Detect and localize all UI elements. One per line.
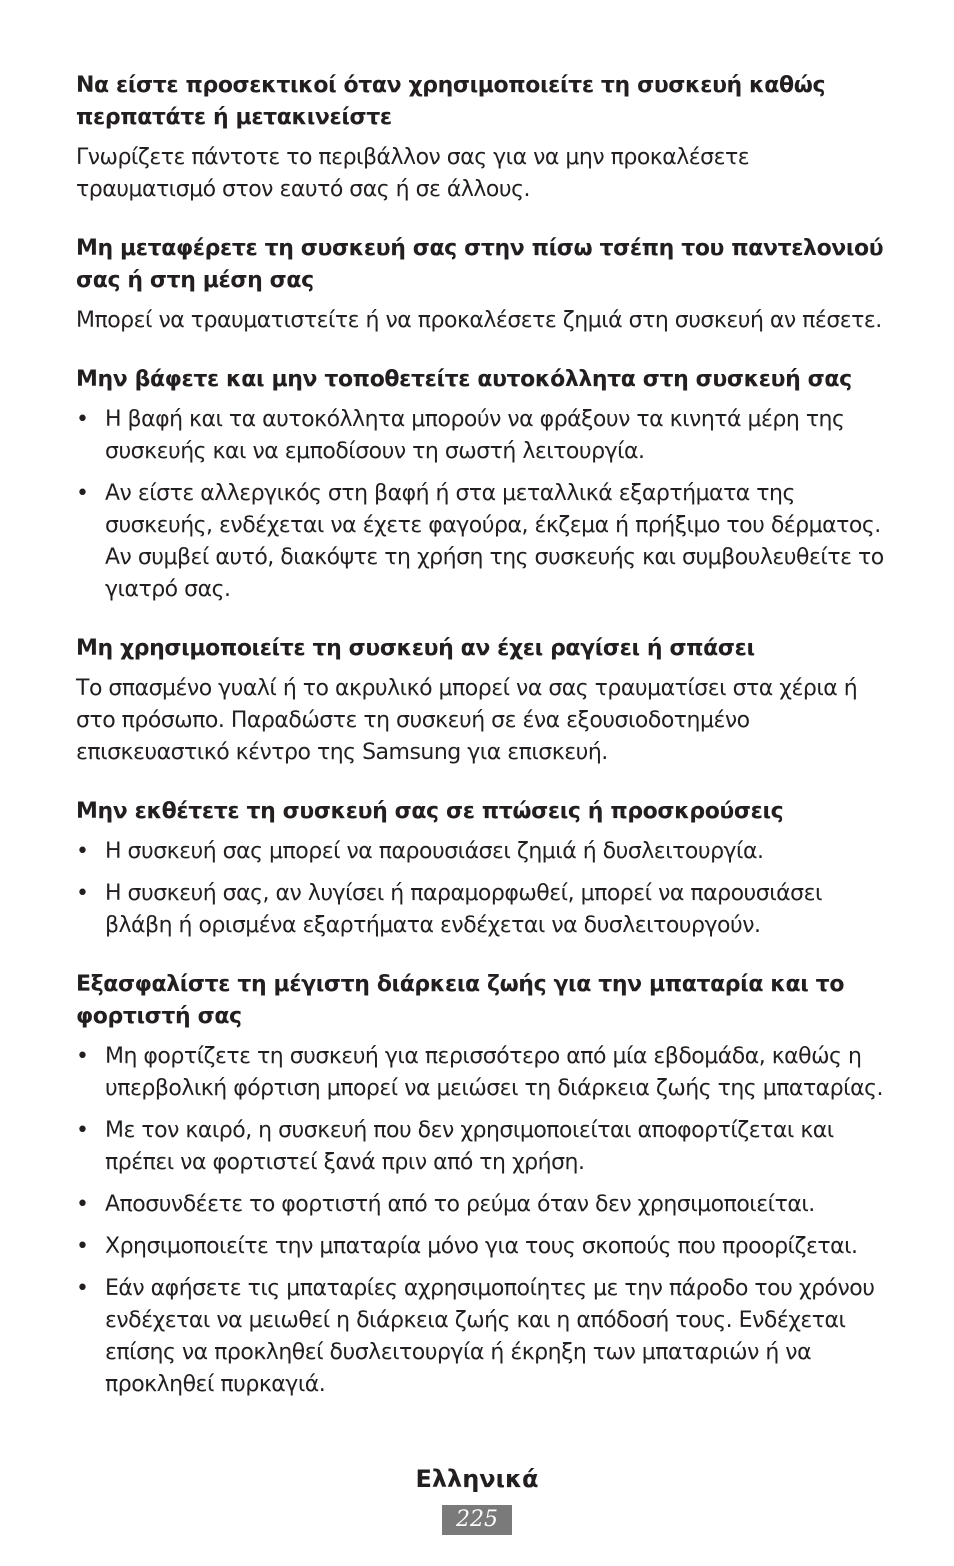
bullet-icon: • (76, 881, 89, 906)
list-item (76, 1041, 886, 1105)
list-item-text: Με τον καιρό, η συσκευή που δεν χρησιμοποιείται αποφορτίζεται και πρέπει να φορτιστεί ξανά πριν από τη χρήση. (105, 1118, 834, 1175)
document-body (76, 70, 886, 1401)
section-drops (76, 796, 886, 942)
section-paint-stickers (76, 364, 886, 606)
bullet-icon: • (76, 839, 89, 864)
section-heading: Μην βάφετε και μην τοποθετείτε αυτοκόλλητα στη συσκευή σας (76, 367, 852, 392)
section-paragraph: Μπορεί να τραυματιστείτε ή να προκαλέσετε ζημιά στη συσκευή αν πέσετε. (76, 308, 882, 333)
page-number-badge: 225 (442, 1505, 512, 1535)
list-item (76, 478, 886, 606)
list-item-text: Χρησιμοποιείτε την μπαταρία μόνο για τους σκοπούς που προορίζεται. (105, 1234, 858, 1259)
bullet-icon: • (76, 407, 89, 432)
list-item (76, 878, 886, 942)
list-item-text: Μη φορτίζετε τη συσκευή για περισσότερο από μία εβδομάδα, καθώς η υπερβολική φόρτιση μπορεί να μειώσει τη διάρκεια ζωής της μπαταρίας. (105, 1044, 884, 1101)
section-battery-life (76, 969, 886, 1401)
bullet-list (76, 836, 886, 942)
list-item (76, 1273, 886, 1401)
list-item-text: Εάν αφήσετε τις μπαταρίες αχρησιμοποίητες με την πάροδο του χρόνου ενδέχεται να μειωθεί η διάρκεια ζωής και η απόδοσή τους. Ενδέχεται επίσης να προκληθεί δυσλειτουργία ή έκρηξη των μπαταριών ή να προκληθεί πυρκαγιά. (105, 1276, 875, 1397)
footer-language-label: Ελληνικά (415, 1465, 539, 1493)
section-cracked (76, 633, 886, 769)
bullet-list (76, 1041, 886, 1401)
bullet-icon: • (76, 1276, 89, 1301)
list-item-text: Η βαφή και τα αυτοκόλλητα μπορούν να φράξουν τα κινητά μέρη της συσκευής και να εμποδίσουν τη σωστή λειτουργία. (105, 407, 845, 464)
section-walking (76, 70, 886, 206)
section-heading: Μη μεταφέρετε τη συσκευή σας στην πίσω τσέπη του παντελονιού σας ή στη μέση σας (76, 236, 884, 293)
list-item (76, 1231, 886, 1263)
bullet-icon: • (76, 1192, 89, 1217)
list-item-text: Αποσυνδέετε το φορτιστή από το ρεύμα όταν δεν χρησιμοποιείται. (105, 1192, 815, 1217)
bullet-list (76, 404, 886, 606)
list-item (76, 836, 886, 868)
bullet-icon: • (76, 481, 89, 506)
list-item-text: Η συσκευή σας μπορεί να παρουσιάσει ζημιά ή δυσλειτουργία. (105, 839, 764, 864)
section-heading: Να είστε προσεκτικοί όταν χρησιμοποιείτε τη συσκευή καθώς περπατάτε ή μετακινείστε (76, 73, 826, 130)
section-heading: Εξασφαλίστε τη μέγιστη διάρκεια ζωής για την μπαταρία και το φορτιστή σας (76, 972, 845, 1029)
bullet-icon: • (76, 1234, 89, 1259)
section-paragraph: Το σπασμένο γυαλί ή το ακρυλικό μπορεί να σας τραυματίσει στα χέρια ή στο πρόσωπο. Παραδώστε τη συσκευή σε ένα εξουσιοδοτημένο επισκευαστικό κέντρο της Samsung για επισκευή. (76, 676, 858, 765)
bullet-icon: • (76, 1118, 89, 1143)
section-heading: Μη χρησιμοποιείτε τη συσκευή αν έχει ραγίσει ή σπάσει (76, 636, 755, 661)
section-heading: Μην εκθέτετε τη συσκευή σας σε πτώσεις ή προσκρούσεις (76, 799, 784, 824)
list-item (76, 1115, 886, 1179)
list-item (76, 404, 886, 468)
list-item-text: Αν είστε αλλεργικός στη βαφή ή στα μεταλλικά εξαρτήματα της συσκευής, ενδέχεται να έχετε φαγούρα, έκζεμα ή πρήξιμο του δέρματος. Αν συμβεί αυτό, διακόψτε τη χρήση της συσκευής και συμβουλευθείτε το γιατρό σας. (105, 481, 884, 602)
section-paragraph: Γνωρίζετε πάντοτε το περιβάλλον σας για να μην προκαλέσετε τραυματισμό στον εαυτό σας ή σε άλλους. (76, 145, 750, 202)
section-back-pocket (76, 233, 886, 337)
list-item-text: Η συσκευή σας, αν λυγίσει ή παραμορφωθεί, μπορεί να παρουσιάσει βλάβη ή ορισμένα εξαρτήματα ενδέχεται να δυσλειτουργούν. (105, 881, 822, 938)
bullet-icon: • (76, 1044, 89, 1069)
list-item (76, 1189, 886, 1221)
